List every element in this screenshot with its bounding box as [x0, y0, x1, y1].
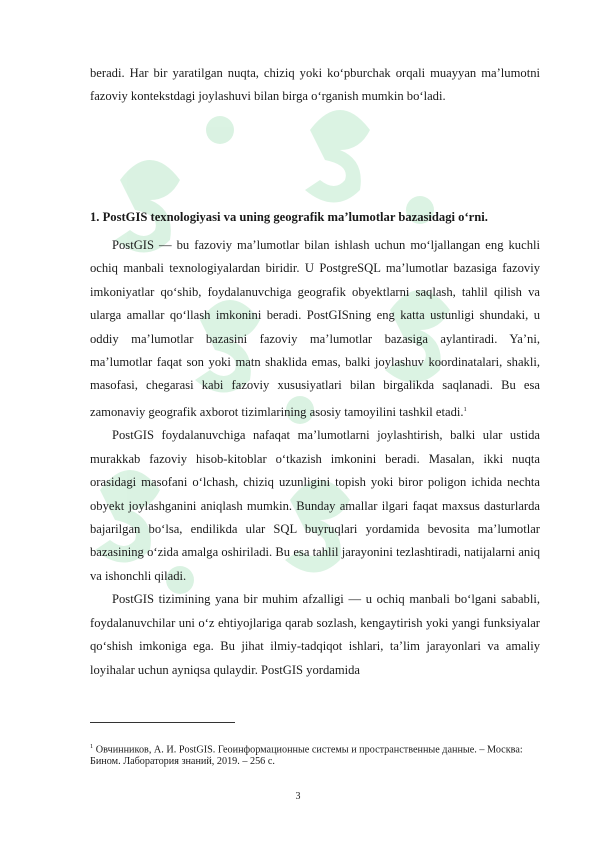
paragraph-1: [90, 234, 540, 424]
intro-paragraph: beradi. Har bir yaratilgan nuqta, chiziq yoki ko‘pburchak orqali muayyan ma’lumotni fazoviy kontekstdagi joylashuvi bilan birga o‘rganish mumkin bo‘ladi.: [90, 66, 540, 104]
section-body: [90, 234, 540, 682]
footnote: [90, 741, 530, 768]
section: [90, 208, 540, 226]
section-heading: 1. PostGIS texnologiyasi va uning geografik ma’lumotlar bazasidagi o‘rni.: [90, 210, 488, 224]
page-number: 3: [295, 791, 301, 802]
footnote-number: 1: [90, 743, 94, 750]
paragraph-1-text: PostGIS — bu fazoviy ma’lumotlar bilan ishlash uchun mo‘ljallangan eng kuchli ochiq manbali texnologiyalardan biridir. U PostgreSQL ma’lumotlar bazasiga fazoviy imkoniyatlar qo‘shib, foydalanuvchiga geografik obyektlarni saqlash, tahlil qilish va ularga amallar qo‘llash imkonini beradi. PostGISning eng katta ustunligi shundaki, u oddiy ma’lumotlar bazasini fazoviy ma’lumotlar bazasiga aylantiradi. Ya’ni, ma’lumotlar faqat son yoki matn shaklida emas, balki joylashuv koordinatalari, shakli, masofasi, chegarasi kabi fazoviy xususiyatlari bilan birgalikda saqlanadi. Bu esa zamonaviy geografik axborot tizimlarining asosiy tamoyilini tashkil etadi.: [90, 238, 540, 420]
paragraph-2: PostGIS foydalanuvchiga nafaqat ma’lumotlarni joylashtirish, balki ular ustida murakkab fazoviy hisob-kitoblar o‘tkazish imkonini beradi. Masalan, ikki nuqta orasidagi masofani o‘lchash, chiziq uzunligini topish yoki biror poligon ichida nechta obyekt joylashganini aniqlash mumkin. Bunday amallar ilgari faqat maxsus dasturlarda bajarilgan bo‘lsa, endilikda ular SQL buyruqlari yordamida bevosita ma’lumotlar bazasining o‘zida amalga oshiriladi. Bu esa tahlil jarayonini tezlashtiradi, natijalarni aniq va ishonchli qiladi.: [90, 428, 540, 583]
footnote-text: Овчинников, А. И. PostGIS. Геоинформационные системы и пространственные данные. – Москва: Бином. Лаборатория знаний, 2019. – 256 с.: [90, 744, 523, 768]
footnote-reference: 1: [463, 405, 467, 413]
paragraph-3: PostGIS tizimining yana bir muhim afzalligi — u ochiq manbali bo‘lgani sababli, foydalanuvchilar uni o‘z ehtiyojlariga qarab sozlash, kengaytirish yoki yangi funksiyalar qo‘shish imkoniga ega. Bu jihat ilmiy-tadqiqot ishlari, ta’lim jarayonlari va amaliy loyihalar uchun ayniqsa qulaydir. PostGIS yordamida: [90, 592, 540, 677]
footnote-divider: [90, 722, 235, 723]
document-body: [90, 62, 540, 109]
